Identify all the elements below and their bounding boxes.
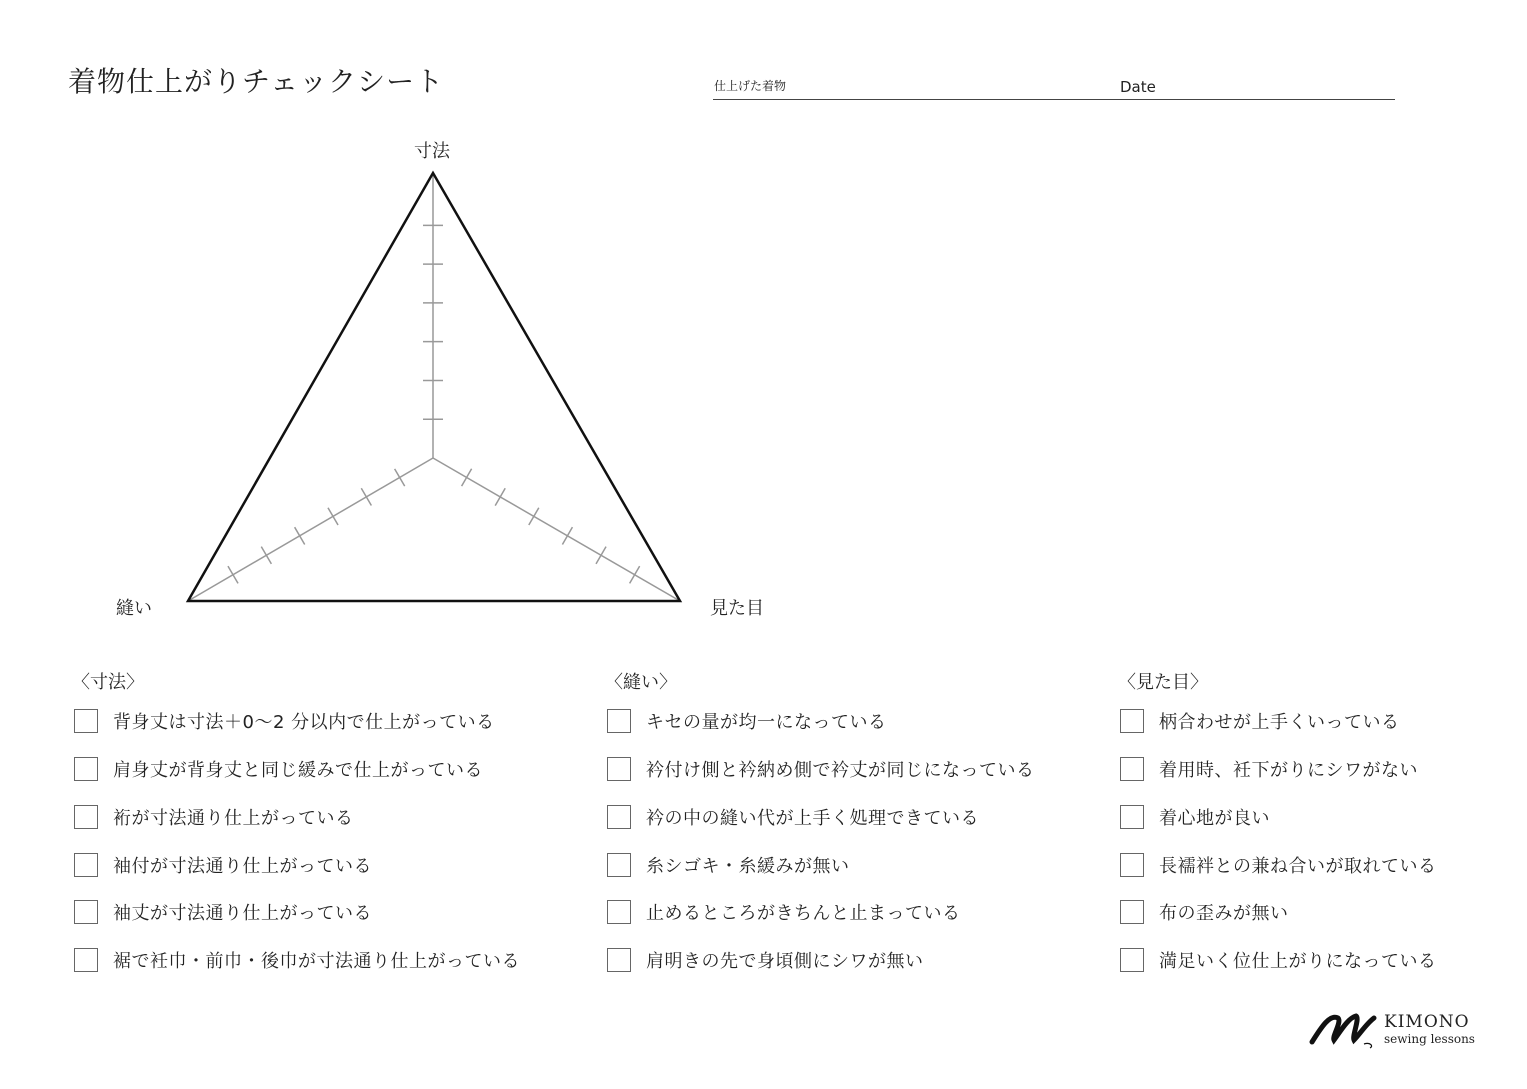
checkbox[interactable]: [74, 709, 98, 733]
radar-axis-appearance: [433, 458, 680, 601]
column-heading-dimensions: 〈寸法〉: [72, 672, 144, 693]
radar-axis-sewing: [188, 458, 433, 601]
checkbox[interactable]: [1120, 757, 1144, 781]
radar-tick-appearance: [630, 566, 640, 583]
check-item-label: 衿の中の縫い代が上手く処理できている: [646, 808, 979, 829]
check-item-label: 満足いく位仕上がりになっている: [1159, 951, 1437, 972]
check-item[interactable]: [607, 707, 887, 735]
checkbox[interactable]: [74, 900, 98, 924]
radar-chart: [0, 0, 820, 640]
check-item[interactable]: [1120, 803, 1270, 831]
radar-tick-appearance: [495, 488, 505, 505]
date-label: Date: [1120, 78, 1156, 96]
check-item-label: キセの量が均一になっている: [646, 712, 887, 733]
checkbox[interactable]: [1120, 853, 1144, 877]
checkbox[interactable]: [607, 757, 631, 781]
checkbox[interactable]: [1120, 805, 1144, 829]
axis-label-dimensions: 寸法: [414, 141, 450, 162]
check-item-label: 袖付が寸法通り仕上がっている: [113, 856, 372, 877]
check-item-label: 止めるところがきちんと止まっている: [646, 903, 961, 924]
check-item[interactable]: [607, 898, 961, 926]
checkbox[interactable]: [607, 709, 631, 733]
radar-axes: [188, 173, 680, 601]
radar-tick-appearance: [596, 547, 606, 564]
check-item[interactable]: [607, 803, 979, 831]
check-item[interactable]: [1120, 946, 1437, 974]
axis-label-appearance: 見た目: [710, 598, 764, 619]
check-item[interactable]: [74, 898, 372, 926]
check-item[interactable]: [607, 755, 1035, 783]
check-item[interactable]: [1120, 707, 1400, 735]
check-item[interactable]: [74, 851, 372, 879]
checkbox[interactable]: [1120, 709, 1144, 733]
checkbox[interactable]: [607, 900, 631, 924]
radar-tick-sewing: [261, 547, 271, 564]
checkbox[interactable]: [74, 805, 98, 829]
checkbox[interactable]: [607, 805, 631, 829]
radar-outline-triangle: [188, 173, 680, 601]
check-item-label: 袖丈が寸法通り仕上がっている: [113, 903, 372, 924]
radar-tick-sewing: [328, 508, 338, 525]
check-item[interactable]: [74, 803, 354, 831]
radar-ticks: [228, 225, 640, 583]
check-item-label: 着心地が良い: [1159, 808, 1270, 829]
checkbox[interactable]: [607, 948, 631, 972]
check-item-label: 着用時、衽下がりにシワがない: [1159, 760, 1418, 781]
radar-tick-appearance: [462, 469, 472, 486]
check-item-label: 肩明きの先で身頃側にシワが無い: [646, 951, 924, 972]
radar-tick-sewing: [228, 566, 238, 583]
check-item-label: 糸シゴキ・糸緩みが無い: [646, 856, 850, 877]
checkbox[interactable]: [1120, 900, 1144, 924]
check-item[interactable]: [1120, 755, 1418, 783]
page-title: 着物仕上がりチェックシート: [68, 65, 445, 98]
radar-tick-sewing: [395, 469, 405, 486]
check-item-label: 布の歪みが無い: [1159, 903, 1289, 924]
radar-tick-appearance: [529, 508, 539, 525]
checkbox[interactable]: [74, 757, 98, 781]
check-item[interactable]: [74, 755, 483, 783]
column-heading-appearance: 〈見た目〉: [1118, 672, 1208, 693]
radar-tick-sewing: [295, 527, 305, 544]
check-item-label: 背身丈は寸法＋0〜2 分以内で仕上がっている: [113, 712, 495, 733]
axis-label-sewing: 縫い: [116, 598, 152, 619]
check-item[interactable]: [607, 851, 850, 879]
checkbox[interactable]: [1120, 948, 1144, 972]
check-item-label: 裄が寸法通り仕上がっている: [113, 808, 354, 829]
checkbox[interactable]: [607, 853, 631, 877]
logo-text-sewing-lessons: sewing lessons: [1384, 1032, 1475, 1046]
check-item-label: 衿付け側と衿納め側で衿丈が同じになっている: [646, 760, 1035, 781]
radar-tick-appearance: [562, 527, 572, 544]
check-item[interactable]: [607, 946, 924, 974]
checkbox[interactable]: [74, 853, 98, 877]
check-item-label: 裾で衽巾・前巾・後巾が寸法通り仕上がっている: [113, 951, 520, 972]
kimono-name-label: 仕上げた着物: [714, 79, 787, 93]
radar-tick-sewing: [361, 488, 371, 505]
check-item[interactable]: [1120, 851, 1437, 879]
check-item[interactable]: [1120, 898, 1289, 926]
column-heading-sewing: 〈縫い〉: [605, 672, 677, 693]
check-item[interactable]: [74, 946, 520, 974]
check-item-label: 長襦袢との兼ね合いが取れている: [1159, 856, 1437, 877]
check-item-label: 柄合わせが上手くいっている: [1159, 712, 1400, 733]
check-item-label: 肩身丈が背身丈と同じ緩みで仕上がっている: [113, 760, 483, 781]
check-item[interactable]: [74, 707, 495, 735]
logo-text-kimono: KIMONO: [1384, 1012, 1470, 1032]
checkbox[interactable]: [74, 948, 98, 972]
